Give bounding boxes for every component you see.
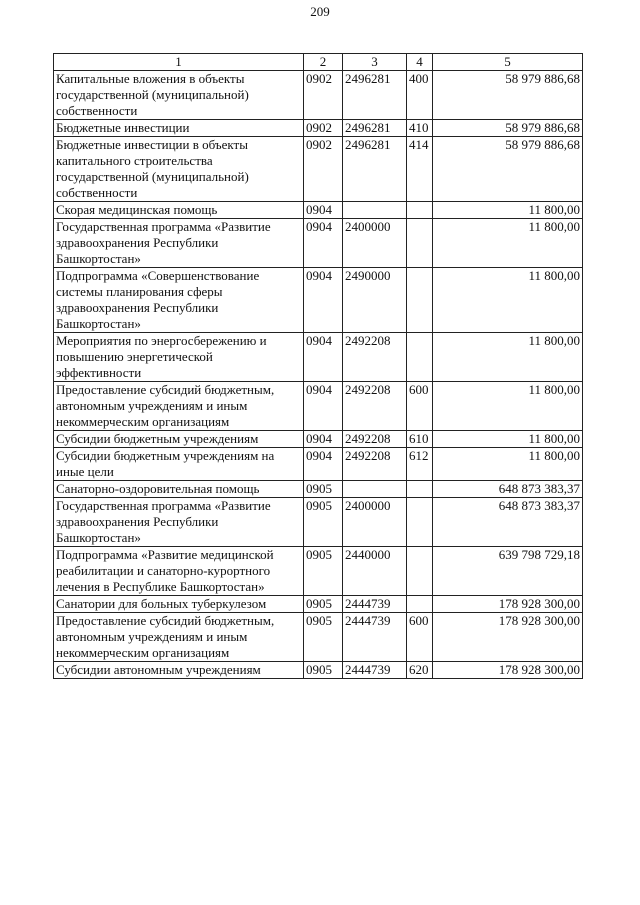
row-article-cell: 2400000 — [343, 498, 407, 547]
column-header-name: 1 — [54, 54, 304, 71]
table-row — [54, 547, 583, 596]
row-type-cell — [407, 481, 433, 498]
column-header-sum: 5 — [433, 54, 583, 71]
row-section-cell: 0905 — [304, 596, 343, 613]
row-sum-cell: 11 800,00 — [433, 448, 583, 481]
row-name-cell: Капитальные вложения в объекты государственной (муниципальной) собственности — [54, 71, 304, 120]
row-type-cell — [407, 547, 433, 596]
row-article-cell: 2444739 — [343, 662, 407, 679]
row-section-cell: 0904 — [304, 382, 343, 431]
row-sum-cell: 11 800,00 — [433, 219, 583, 268]
column-header-article: 3 — [343, 54, 407, 71]
row-section-cell: 0905 — [304, 662, 343, 679]
row-sum-cell: 648 873 383,37 — [433, 481, 583, 498]
row-section-cell: 0905 — [304, 547, 343, 596]
column-header-section: 2 — [304, 54, 343, 71]
row-article-cell: 2492208 — [343, 382, 407, 431]
row-section-cell: 0904 — [304, 431, 343, 448]
row-section-cell: 0904 — [304, 268, 343, 333]
row-type-cell: 620 — [407, 662, 433, 679]
row-name-cell: Санатории для больных туберкулезом — [54, 596, 304, 613]
table-header-row — [54, 54, 583, 71]
row-article-cell: 2440000 — [343, 547, 407, 596]
table-body — [54, 71, 583, 679]
table-row — [54, 662, 583, 679]
row-section-cell: 0904 — [304, 448, 343, 481]
table-row — [54, 498, 583, 547]
row-sum-cell: 178 928 300,00 — [433, 613, 583, 662]
row-name-cell: Государственная программа «Развитие здравоохранения Республики Башкортостан» — [54, 498, 304, 547]
row-sum-cell: 11 800,00 — [433, 202, 583, 219]
row-section-cell: 0905 — [304, 481, 343, 498]
row-type-cell: 400 — [407, 71, 433, 120]
row-name-cell: Мероприятия по энергосбережению и повышению энергетической эффективности — [54, 333, 304, 382]
row-section-cell: 0904 — [304, 219, 343, 268]
row-type-cell — [407, 268, 433, 333]
row-section-cell: 0902 — [304, 71, 343, 120]
row-name-cell: Предоставление субсидий бюджетным, автономным учреждениям и иным некоммерческим организациям — [54, 382, 304, 431]
row-section-cell: 0904 — [304, 202, 343, 219]
table-row — [54, 71, 583, 120]
budget-table — [53, 53, 583, 679]
table-row — [54, 481, 583, 498]
row-section-cell: 0905 — [304, 498, 343, 547]
row-name-cell: Субсидии бюджетным учреждениям — [54, 431, 304, 448]
row-type-cell — [407, 333, 433, 382]
row-name-cell: Бюджетные инвестиции — [54, 120, 304, 137]
page-number: 209 — [310, 4, 330, 19]
row-section-cell: 0904 — [304, 333, 343, 382]
table-row — [54, 596, 583, 613]
row-article-cell: 2496281 — [343, 120, 407, 137]
row-sum-cell: 11 800,00 — [433, 268, 583, 333]
table-row — [54, 137, 583, 202]
table-row — [54, 382, 583, 431]
row-type-cell — [407, 596, 433, 613]
row-type-cell — [407, 202, 433, 219]
row-name-cell: Государственная программа «Развитие здравоохранения Республики Башкортостан» — [54, 219, 304, 268]
row-type-cell: 414 — [407, 137, 433, 202]
row-article-cell: 2492208 — [343, 448, 407, 481]
row-article-cell: 2490000 — [343, 268, 407, 333]
row-name-cell: Подпрограмма «Совершенствование системы планирования сферы здравоохранения Республики Башкортостан» — [54, 268, 304, 333]
row-sum-cell: 58 979 886,68 — [433, 71, 583, 120]
row-sum-cell: 178 928 300,00 — [433, 596, 583, 613]
row-article-cell — [343, 202, 407, 219]
row-sum-cell: 639 798 729,18 — [433, 547, 583, 596]
row-article-cell: 2492208 — [343, 431, 407, 448]
row-section-cell: 0902 — [304, 120, 343, 137]
row-name-cell: Подпрограмма «Развитие медицинской реабилитации и санаторно-курортного лечения в Республике Башкортостан» — [54, 547, 304, 596]
table-row — [54, 120, 583, 137]
table-row — [54, 431, 583, 448]
row-article-cell: 2400000 — [343, 219, 407, 268]
row-sum-cell: 58 979 886,68 — [433, 120, 583, 137]
column-header-type: 4 — [407, 54, 433, 71]
row-type-cell: 610 — [407, 431, 433, 448]
row-type-cell: 600 — [407, 613, 433, 662]
row-type-cell: 612 — [407, 448, 433, 481]
row-article-cell: 2492208 — [343, 333, 407, 382]
row-type-cell: 600 — [407, 382, 433, 431]
row-section-cell: 0905 — [304, 613, 343, 662]
row-name-cell: Предоставление субсидий бюджетным, автономным учреждениям и иным некоммерческим организациям — [54, 613, 304, 662]
row-name-cell: Бюджетные инвестиции в объекты капитального строительства государственной (муниципальной) собственности — [54, 137, 304, 202]
row-article-cell: 2444739 — [343, 596, 407, 613]
row-type-cell — [407, 498, 433, 547]
table-row — [54, 448, 583, 481]
row-article-cell: 2496281 — [343, 71, 407, 120]
row-sum-cell: 11 800,00 — [433, 431, 583, 448]
row-sum-cell: 11 800,00 — [433, 382, 583, 431]
row-section-cell: 0902 — [304, 137, 343, 202]
table-row — [54, 613, 583, 662]
row-type-cell: 410 — [407, 120, 433, 137]
row-type-cell — [407, 219, 433, 268]
row-sum-cell: 178 928 300,00 — [433, 662, 583, 679]
row-name-cell: Субсидии автономным учреждениям — [54, 662, 304, 679]
row-article-cell — [343, 481, 407, 498]
table-row — [54, 333, 583, 382]
row-sum-cell: 58 979 886,68 — [433, 137, 583, 202]
row-sum-cell: 11 800,00 — [433, 333, 583, 382]
row-name-cell: Скорая медицинская помощь — [54, 202, 304, 219]
table-row — [54, 219, 583, 268]
row-sum-cell: 648 873 383,37 — [433, 498, 583, 547]
row-name-cell: Санаторно-оздоровительная помощь — [54, 481, 304, 498]
row-name-cell: Субсидии бюджетным учреждениям на иные цели — [54, 448, 304, 481]
table-row — [54, 202, 583, 219]
row-article-cell: 2496281 — [343, 137, 407, 202]
table-row — [54, 268, 583, 333]
row-article-cell: 2444739 — [343, 613, 407, 662]
